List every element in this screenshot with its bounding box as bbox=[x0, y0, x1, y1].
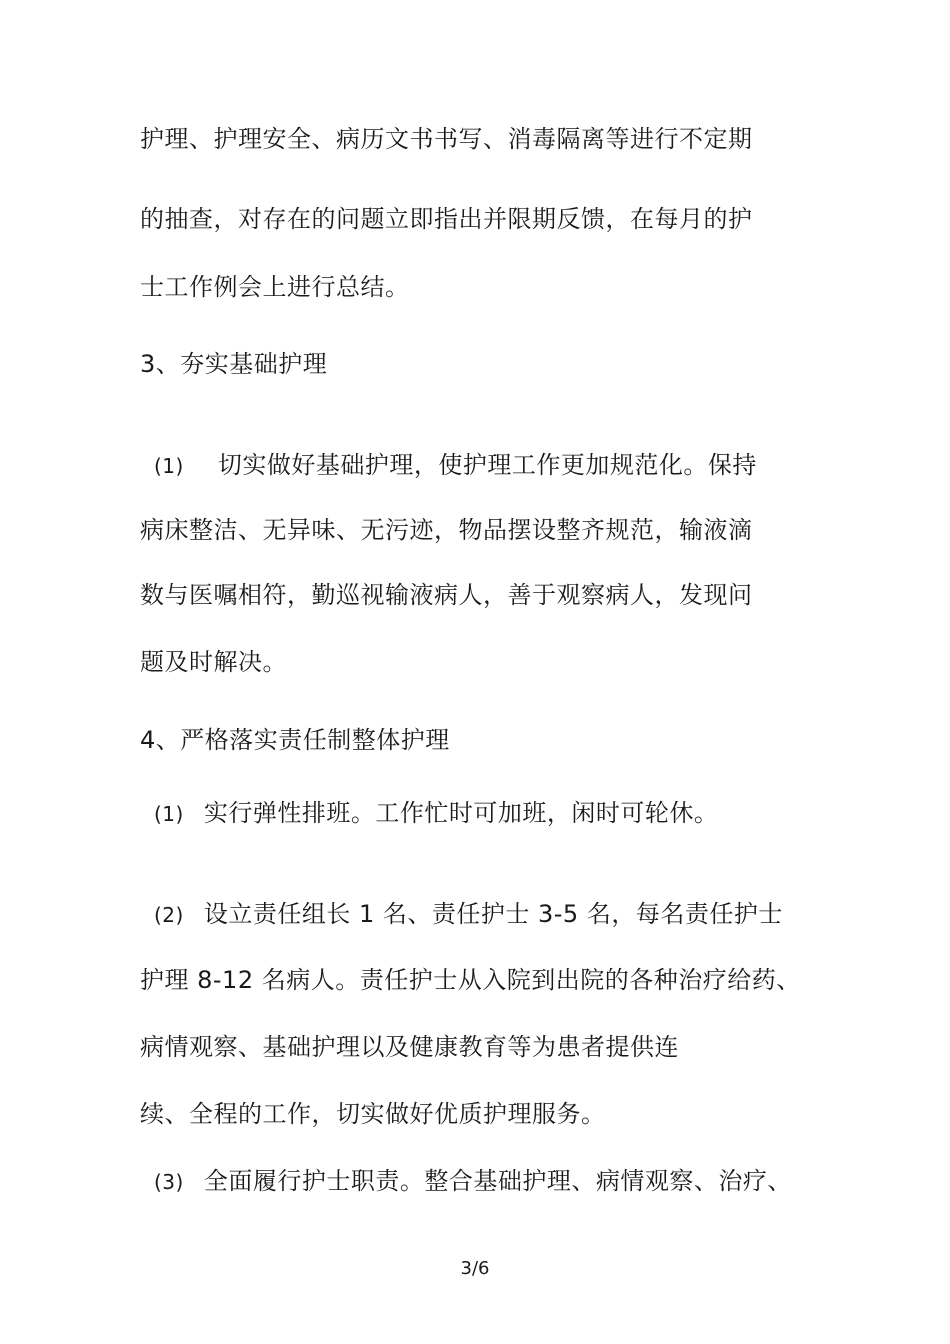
list-item bbox=[140, 450, 757, 481]
section-heading: 3、夯实基础护理 bbox=[140, 350, 328, 378]
paragraph-line: 病床整洁、无异味、无污迹，物品摆设整齐规范，输液滴 bbox=[140, 516, 753, 544]
list-item-number: (1) bbox=[154, 454, 184, 478]
paragraph-line: 士工作例会上进行总结。 bbox=[140, 273, 410, 301]
list-item-number: (3) bbox=[154, 1170, 184, 1194]
section-heading: 4、严格落实责任制整体护理 bbox=[140, 726, 450, 754]
list-item-number: (2) bbox=[154, 903, 184, 927]
list-item-text: 切实做好基础护理，使护理工作更加规范化。保持 bbox=[217, 451, 757, 479]
paragraph-line: 续、全程的工作，切实做好优质护理服务。 bbox=[140, 1100, 606, 1128]
paragraph-line: 的抽查，对存在的问题立即指出并限期反馈，在每月的护 bbox=[140, 205, 753, 233]
list-item-text: 全面履行护士职责。整合基础护理、病情观察、治疗、 bbox=[203, 1167, 792, 1195]
paragraph-line: 数与医嘱相符，勤巡视输液病人，善于观察病人，发现问 bbox=[140, 581, 753, 609]
paragraph-line: 病情观察、基础护理以及健康教育等为患者提供连 bbox=[140, 1033, 679, 1061]
list-item bbox=[140, 899, 783, 930]
list-item-text: 设立责任组长 1 名、责任护士 3-5 名，每名责任护士 bbox=[203, 900, 783, 928]
paragraph-line: 题及时解决。 bbox=[140, 648, 287, 676]
paragraph-line: 护理、护理安全、病历文书书写、消毒隔离等进行不定期 bbox=[140, 125, 753, 153]
page-number: 3/6 bbox=[460, 1258, 490, 1279]
list-item bbox=[140, 1166, 792, 1197]
list-item bbox=[140, 798, 718, 829]
paragraph-line: 护理 8-12 名病人。责任护士从入院到出院的各种治疗给药、 bbox=[140, 966, 801, 994]
list-item-number: (1) bbox=[154, 802, 184, 826]
list-item-text: 实行弹性排班。工作忙时可加班，闲时可轮休。 bbox=[203, 799, 719, 827]
